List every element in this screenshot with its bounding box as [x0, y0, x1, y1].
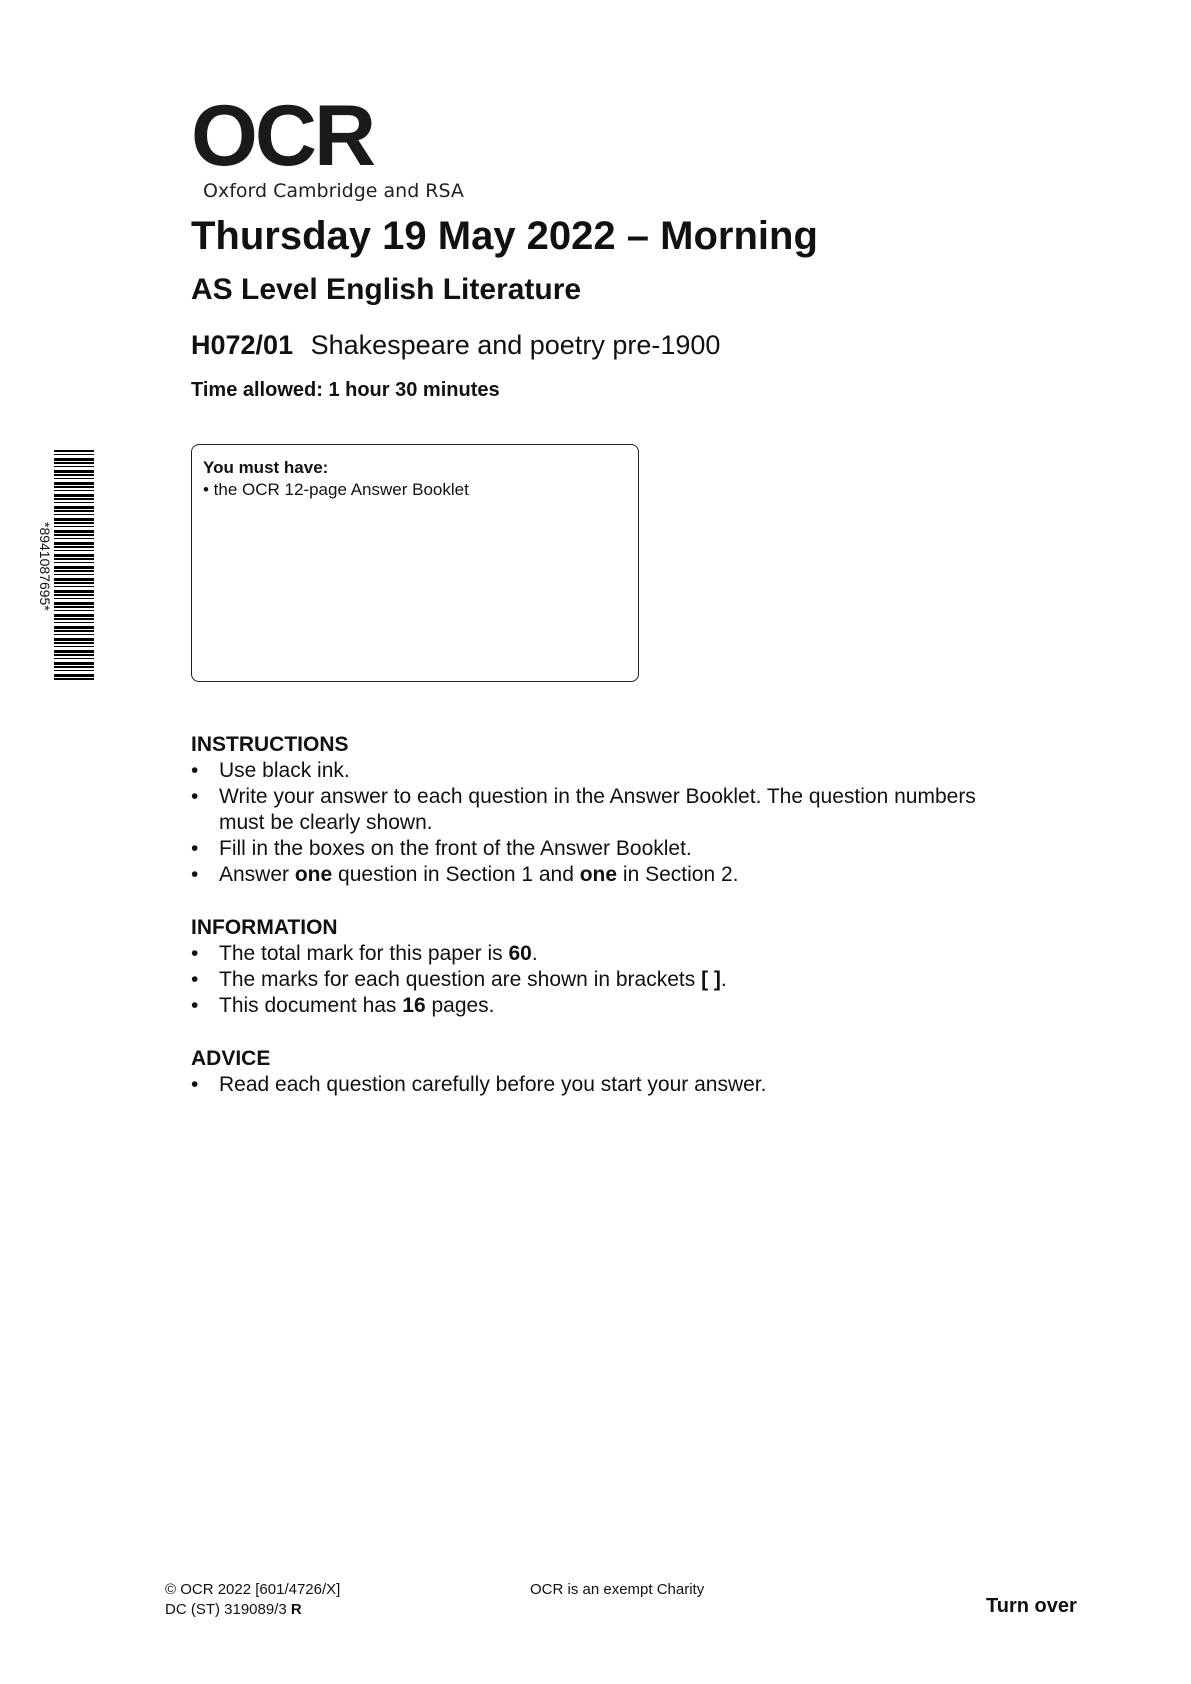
- advice-heading: ADVICE: [191, 1047, 271, 1070]
- advice-section: [191, 1046, 766, 1098]
- information-section: [191, 915, 727, 1019]
- exam-subject: AS Level English Literature: [191, 273, 582, 306]
- barcode: [38, 450, 98, 682]
- list-item: • Write your answer to each question in the Answer Booklet. The question numbers must be clearly shown.: [191, 784, 1009, 836]
- footer-copyright: © OCR 2022 [601/4726/X]: [165, 1581, 341, 1598]
- information-list: [191, 941, 727, 1019]
- instructions-section: [191, 732, 1009, 888]
- advice-list: [191, 1072, 766, 1098]
- emphasis: one: [579, 863, 618, 886]
- text-run: .: [531, 942, 538, 965]
- text-run: .: [720, 968, 727, 991]
- emphasis: [ ]: [701, 968, 721, 991]
- text-run: The marks for each question are shown in brackets: [219, 968, 702, 991]
- text-run: pages.: [425, 994, 495, 1017]
- footer-charity: OCR is an exempt Charity: [530, 1581, 705, 1598]
- paper-title: Shakespeare and poetry pre-1900: [310, 330, 721, 360]
- barcode-bars: [54, 450, 94, 682]
- list-item: • Read each question carefully before you start your answer.: [191, 1072, 766, 1098]
- list-item: [191, 862, 1009, 888]
- list-item: [191, 941, 727, 967]
- list-item: [191, 967, 727, 993]
- text-run: This document has: [219, 994, 403, 1017]
- barcode-digits: *8941087695*: [37, 521, 53, 611]
- emphasis: one: [294, 863, 333, 886]
- logo-mark: OCR: [191, 88, 374, 184]
- footer-ref: [165, 1600, 302, 1620]
- must-have-box: [191, 444, 639, 682]
- text-run: The total mark for this paper is: [219, 942, 509, 965]
- information-heading: INFORMATION: [191, 916, 338, 939]
- paper-code-line: [191, 328, 720, 362]
- instructions-heading: INSTRUCTIONS: [191, 733, 349, 756]
- list-item: • Use black ink.: [191, 758, 1009, 784]
- list-item: • Fill in the boxes on the front of the Answer Booklet.: [191, 836, 1009, 862]
- text-run: in Section 2.: [617, 863, 739, 886]
- emphasis: 60: [508, 942, 532, 965]
- must-have-title: You must have:: [203, 458, 329, 477]
- footer-ref-code: DC (ST) 319089/3: [165, 1601, 287, 1618]
- instructions-list: [191, 758, 1009, 888]
- list-item: [191, 993, 727, 1019]
- exam-date: Thursday 19 May 2022 – Morning: [191, 214, 818, 258]
- footer-ref-suffix: R: [290, 1601, 302, 1618]
- paper-code: H072/01: [191, 330, 294, 360]
- turn-over-label: Turn over: [986, 1595, 1077, 1617]
- text-run: Answer: [219, 863, 295, 886]
- time-allowed: Time allowed: 1 hour 30 minutes: [191, 379, 500, 401]
- ocr-logo: [191, 88, 464, 202]
- must-have-item: • the OCR 12-page Answer Booklet: [203, 480, 469, 499]
- emphasis: 16: [402, 994, 426, 1017]
- text-run: question in Section 1 and: [332, 863, 580, 886]
- logo-subtitle: Oxford Cambridge and RSA: [203, 180, 464, 202]
